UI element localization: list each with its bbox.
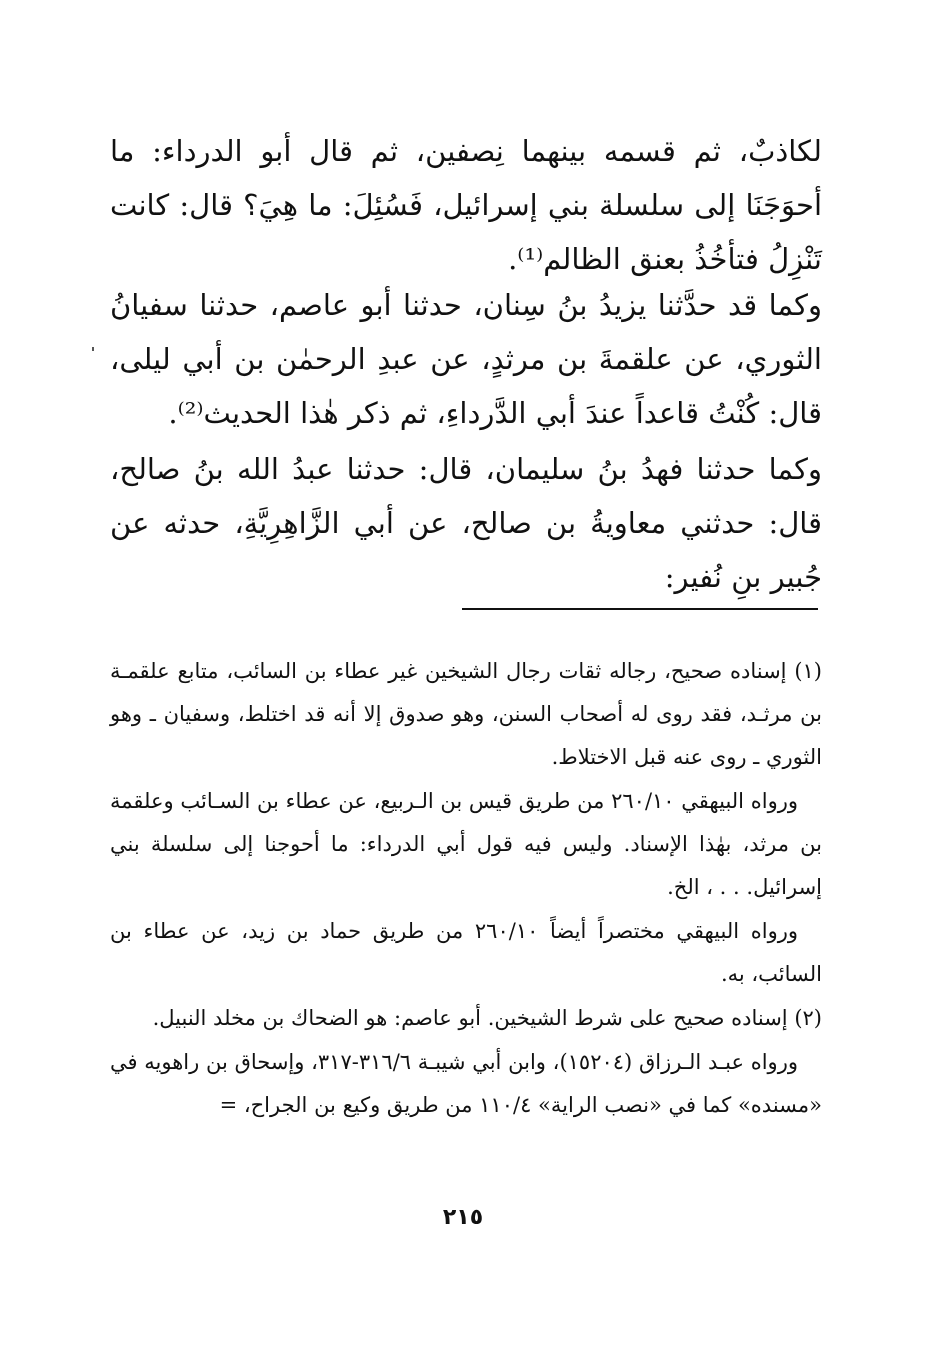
- footnote-separator: [462, 608, 818, 610]
- main-text-block-2: [110, 278, 822, 440]
- footnote-2-part-1: (٢) إسناده صحيح على شرط الشيخين. أبو عاصم: هو الضحاك بن مخلد النبيل.: [152, 1006, 822, 1030]
- main-text-block-1: [110, 124, 822, 286]
- paragraph-2: وكما قد حدَّثنا يزيدُ بنُ سِنان، حدثنا أبو عاصم، حدثنا سفيانُ الثوري، عن علقمةَ بن مرثدٍ، عن عبدِ الرحمٰن بن أبي ليلى، قال: كُنْتُ قاعداً عندَ أبي الدَّرداءِ، ثم ذكر هٰذا الحديث⁽²⁾.: [110, 288, 822, 430]
- footnote-1-part-1: (١) إسناده صحيح، رجاله ثقات رجال الشيخين غير عطاء بن السائب، متابع علقمـة بن مرثـد، فقد روى له أصحاب السنن، وهو صدوق إلا أنه قد اختلط، وسفيان ـ وهو الثوري ـ روى عنه قبل الاختلاط.: [110, 659, 822, 769]
- footnote-2-part-2: ورواه عبـد الـرزاق (١٥٢٠٤)، وابن أبي شيبـة ٣١٦/٦-٣١٧، وإسحاق بن راهويه في «مسنده» كما في «نصب الراية» ١١٠/٤ من طريق وكيع بن الجراح، =: [110, 1050, 822, 1117]
- paragraph-3: وكما حدثنا فهدُ بنُ سليمان، قال: حدثنا عبدُ الله بنُ صالح، قال: حدثني معاويةُ بن صالح، عن أبي الزَّاهِرِيَّةِ، حدثه عن جُبير بنِ نُفير:: [110, 452, 822, 594]
- footnote-1-part-3: ورواه البيهقي مختصراً أيضاً ٢٦٠/١٠ من طريق حماد بن زيد، عن عطاء بن السائب، به.: [110, 919, 822, 986]
- stray-mark: [92, 347, 94, 351]
- footnote-1-part-2: ورواه البيهقي ٢٦٠/١٠ من طريق قيس بن الـربيع، عن عطاء بن السـائب وعلقمة بن مرثد، بهٰذا الإسناد. وليس فيه قول أبي الدرداء: ما أحوجنا إلى سلسلة بني إسرائيل. . . ، الخ.: [110, 789, 822, 899]
- paragraph-1: لكاذبٌ، ثم قسمه بينهما نِصفين، ثم قال أبو الدرداء: ما أحوَجَنَا إلى سلسلة بني إسرائيل، فَسُئِلَ: ما هِيَ؟ قال: كانت تَنْزِلُ فتأخُذُ بعنق الظالم⁽¹⁾.: [110, 134, 822, 276]
- footnotes: [110, 650, 822, 1128]
- page-number: ٢١٥: [442, 1205, 484, 1230]
- main-text-block-3: [110, 442, 822, 604]
